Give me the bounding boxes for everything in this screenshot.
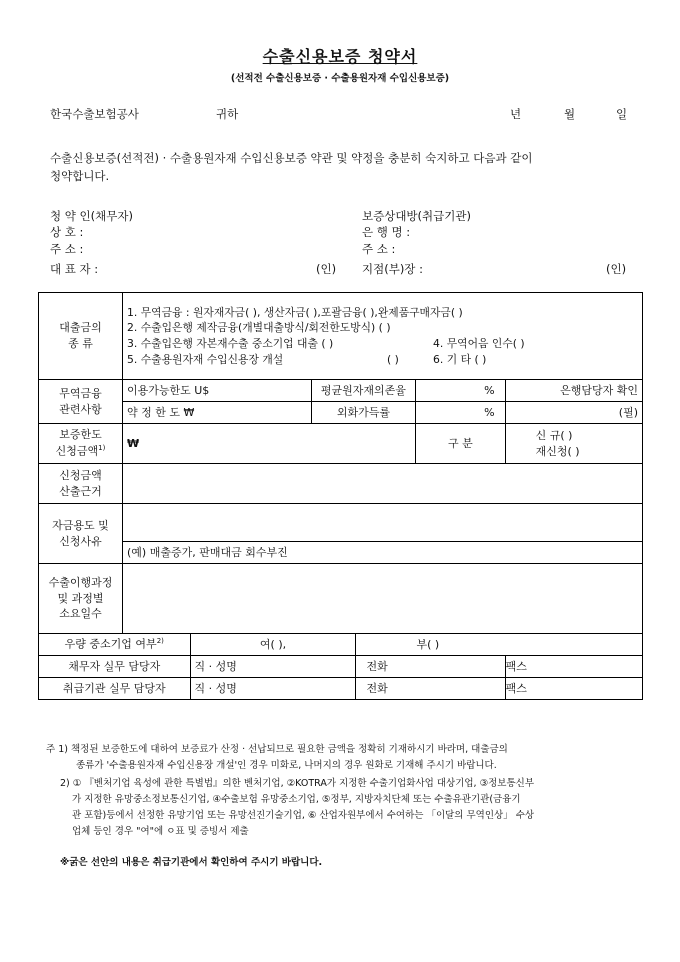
process-label-1: 수출이행과정 bbox=[48, 575, 113, 589]
applicant-address: 주 소 : bbox=[50, 242, 84, 256]
agency-phone-field[interactable]: 전화 bbox=[356, 678, 505, 700]
calc-label-1: 신청금액 bbox=[59, 468, 102, 482]
fx-earning-label: 외화가득률 bbox=[311, 402, 415, 424]
calc-basis-label bbox=[39, 464, 123, 504]
division-label: 구 분 bbox=[416, 424, 506, 464]
counterparty-seal: (인) bbox=[606, 262, 627, 276]
document-subtitle: (선적전 수출신용보증 · 수출용원자재 수입신용보증) bbox=[230, 73, 450, 84]
note-2-line-4: 업체 등인 경우 "여"에 ㅇ표 및 증빙서 제출 bbox=[72, 826, 249, 837]
debtor-fax-field[interactable]: 팩스 bbox=[505, 656, 642, 678]
applicant-heading: 청 약 인(채무자) bbox=[50, 209, 133, 223]
bold-line-note: ※굵은 선안의 내용은 취급기관에서 확인하여 주시기 바랍니다. bbox=[60, 857, 323, 868]
applicant-company: 상 호 : bbox=[50, 225, 84, 239]
trade-label-2: 관련사항 bbox=[59, 402, 102, 416]
counterparty-heading: 보증상대방(취급기관) bbox=[362, 209, 471, 223]
guarantee-limit-label bbox=[39, 424, 123, 464]
guarantee-amount-field[interactable] bbox=[123, 424, 416, 464]
won-symbol: ₩ bbox=[127, 436, 140, 450]
applicant-rep: 대 표 자 : bbox=[50, 262, 99, 276]
purpose-field[interactable] bbox=[123, 504, 643, 542]
purpose-label bbox=[39, 504, 123, 564]
note-2-line-1: 2) ① 『벤처기업 육성에 관한 특별법』의한 벤처기업, ②KOTRA가 지정한 수출기업화사업 대상기업, ③정보통신부 bbox=[60, 778, 534, 789]
calc-basis-field[interactable] bbox=[123, 464, 643, 504]
document-title: 수출신용보증 청약서 bbox=[262, 47, 418, 66]
process-label bbox=[39, 564, 123, 634]
loan-option-5[interactable]: 5. 수출용원자재 수입신용장 개설 bbox=[127, 352, 284, 366]
process-field[interactable] bbox=[123, 564, 643, 634]
process-label-3: 소요일수 bbox=[59, 607, 102, 621]
agency-name-field[interactable]: 직 · 성명 bbox=[190, 678, 356, 700]
footnote-2-marker: 2) bbox=[156, 637, 164, 646]
division-options[interactable] bbox=[505, 424, 642, 464]
loan-type-options[interactable] bbox=[123, 293, 643, 380]
debtor-name-field[interactable]: 직 · 성명 bbox=[190, 656, 356, 678]
loan-type-label-2: 종 류 bbox=[68, 337, 93, 350]
loan-type-label-1: 대출금의 bbox=[59, 321, 102, 335]
footnote-1-marker: 1) bbox=[98, 444, 106, 453]
note-1-line-2: 종류가 '수출용원자재 수입신용장 개설'인 경우 미화로, 나머지의 경우 원화로 기재해 주시기 바랍니다. bbox=[76, 760, 497, 771]
intro-line-2: 청약합니다. bbox=[50, 169, 110, 183]
debtor-phone-field[interactable]: 전화 bbox=[356, 656, 505, 678]
trade-label-1: 무역금융 bbox=[59, 386, 102, 400]
avg-dependency-pct[interactable]: % bbox=[416, 380, 506, 402]
day-label: 일 bbox=[616, 107, 628, 121]
month-label: 월 bbox=[564, 107, 576, 121]
loan-option-6[interactable]: 6. 기 타 ( ) bbox=[433, 352, 487, 366]
new-application-option[interactable]: 신 규( ) bbox=[535, 428, 573, 442]
reapplication-option[interactable]: 재신청( ) bbox=[535, 444, 580, 458]
honorific: 귀하 bbox=[216, 107, 239, 121]
purpose-label-2: 신청사유 bbox=[59, 534, 102, 548]
guarantee-label-2: 신청금액 bbox=[55, 444, 99, 458]
note-1-line-1: 주 1) 책정된 보증한도에 대하여 보증료가 산정 · 선납되므로 필요한 금액을 정확히 기재하시기 바라며, 대출금의 bbox=[46, 744, 508, 755]
sme-label bbox=[39, 634, 191, 656]
applicant-seal: (인) bbox=[316, 262, 337, 276]
calc-label-2: 산출근거 bbox=[59, 484, 102, 498]
agreed-limit-field[interactable]: 약 정 한 도 ₩ bbox=[123, 402, 312, 424]
avg-dependency-label: 평균원자재의존율 bbox=[311, 380, 415, 402]
counterparty-branch: 지점(부)장 : bbox=[362, 262, 423, 276]
note-2-line-3: 관 포함)등에서 선정한 유망기업 또는 유망선진기술기업, ⑥ 산업자원부에서 수여하는 「이달의 무역인상」 수상 bbox=[72, 810, 535, 821]
agency-fax-field[interactable]: 팩스 bbox=[505, 678, 642, 700]
sme-label-text: 우량 중소기업 여부 bbox=[64, 637, 157, 651]
note-2-line-2: 가 지정한 유망중소정보통신기업, ④수출보험 유망중소기업, ⑤정부, 지방자치단체 또는 수출유관기관(금융기 bbox=[72, 794, 521, 805]
application-table bbox=[38, 292, 643, 700]
year-label: 년 bbox=[510, 107, 522, 121]
sme-yes-option[interactable]: 여( ), bbox=[190, 634, 356, 656]
loan-option-4[interactable]: 4. 무역어음 인수( ) bbox=[433, 337, 525, 350]
loan-option-2[interactable]: 2. 수출입은행 제작금융(개별대출방식/회전한도방식) ( ) bbox=[127, 321, 391, 335]
bank-confirm-signature[interactable]: (필) bbox=[505, 402, 642, 424]
process-label-2: 및 과정별 bbox=[57, 591, 104, 605]
purpose-example: (예) 매출증가, 판매대금 회수부진 bbox=[123, 542, 643, 564]
loan-type-label bbox=[39, 293, 123, 380]
debtor-contact-label: 채무자 실무 담당자 bbox=[39, 656, 191, 678]
bank-confirm-label: 은행담당자 확인 bbox=[505, 380, 642, 402]
loan-option-3[interactable]: 3. 수출입은행 자본재수출 중소기업 대출 ( ) bbox=[127, 337, 334, 350]
recipient: 한국수출보험공사 bbox=[50, 107, 139, 121]
purpose-label-1: 자금용도 및 bbox=[52, 518, 109, 532]
counterparty-address: 주 소 : bbox=[362, 242, 396, 256]
trade-finance-label bbox=[39, 380, 123, 424]
fx-earning-pct[interactable]: % bbox=[416, 402, 506, 424]
agency-contact-label: 취급기관 실무 담당자 bbox=[39, 678, 191, 700]
guarantee-label-1: 보증한도 bbox=[59, 428, 102, 442]
loan-option-5-check[interactable]: ( ) bbox=[387, 352, 399, 366]
sme-no-option[interactable]: 부( ) bbox=[356, 634, 643, 656]
counterparty-bank: 은 행 명 : bbox=[362, 225, 411, 239]
loan-option-1[interactable]: 1. 무역금융 : 원자재자금( ), 생산자금( ),포괄금융( ),완제품구매자금( ) bbox=[127, 305, 463, 319]
intro-line-1: 수출신용보증(선적전) · 수출용원자재 수입신용보증 약관 및 약정을 충분히 숙지하고 다음과 같이 bbox=[50, 151, 533, 165]
available-limit-field[interactable]: 이용가능한도 U$ bbox=[123, 380, 312, 402]
